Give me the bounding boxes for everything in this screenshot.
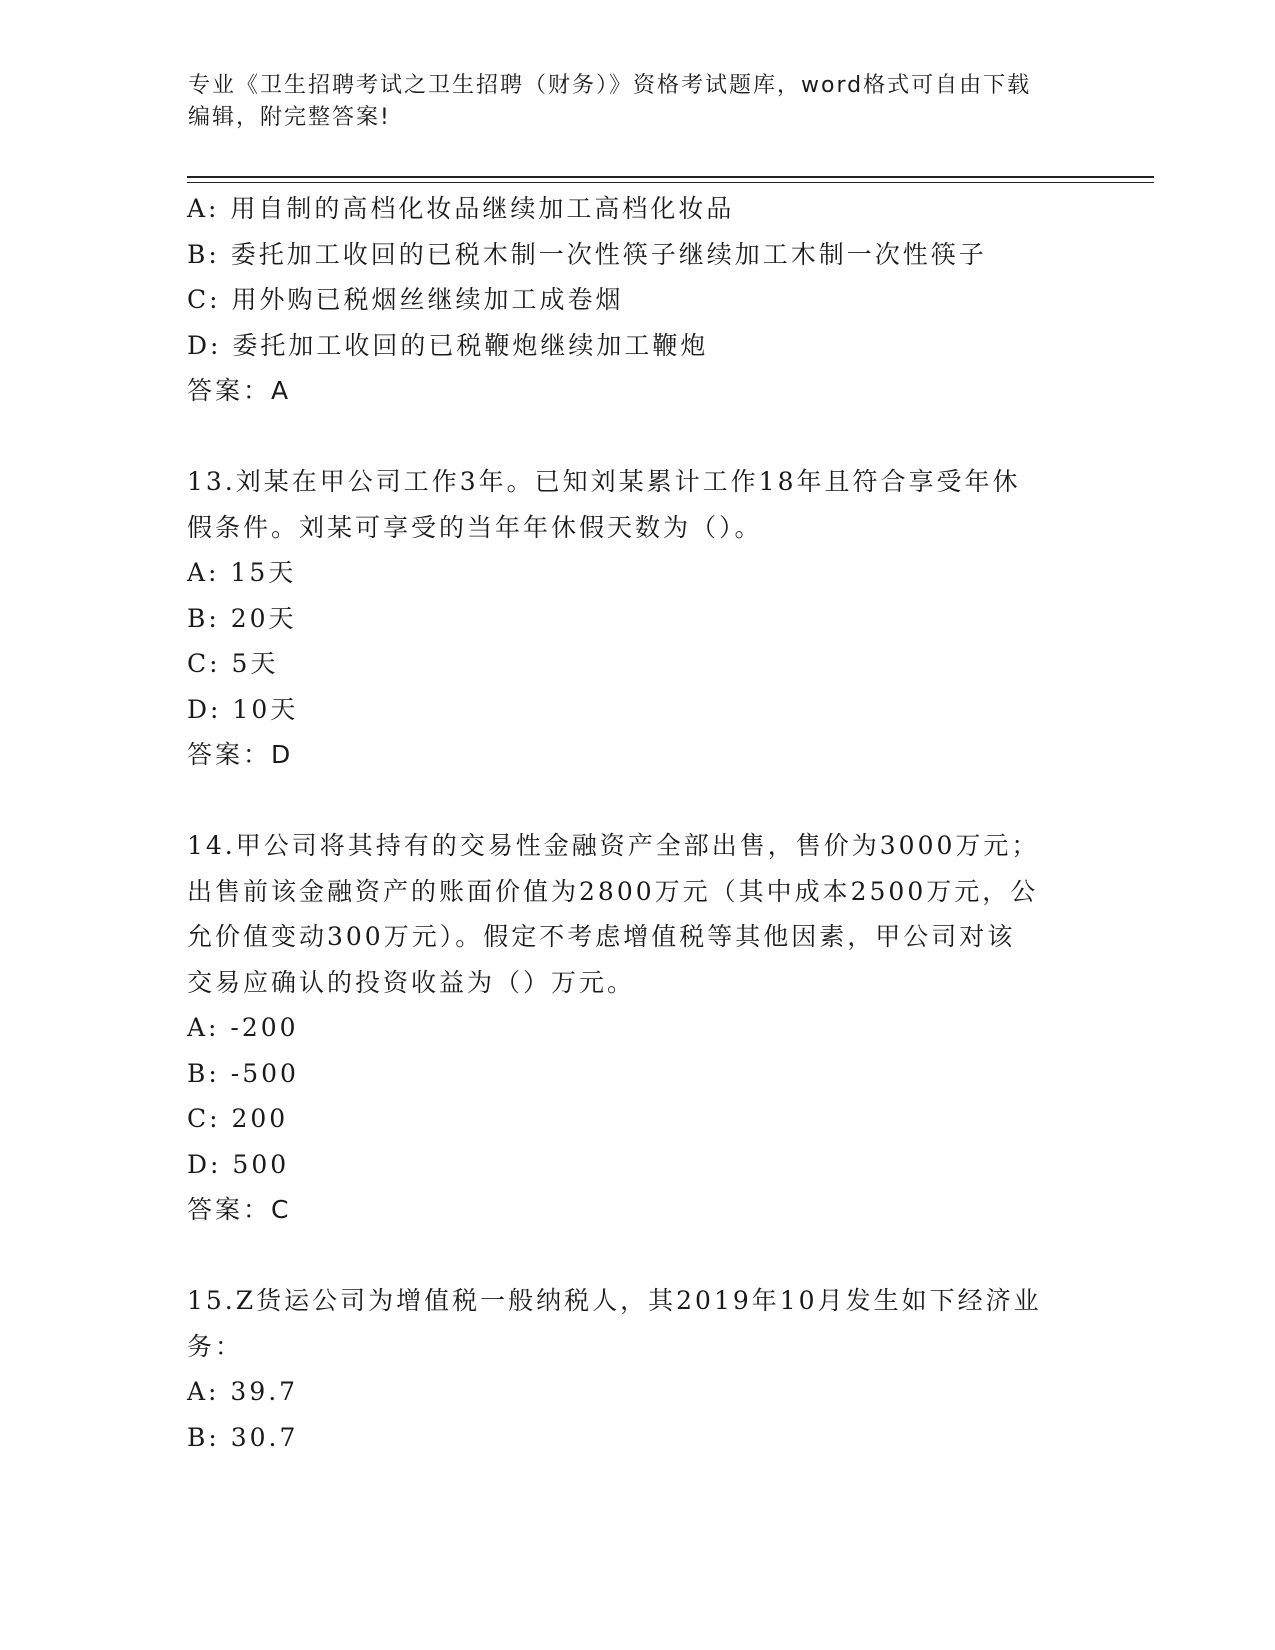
option-a: A: 39.7 — [187, 1377, 299, 1406]
question-stem-line: 15.Z货运公司为增值税一般纳税人，其2019年10月发生如下经济业 — [187, 1286, 1042, 1315]
option-a: A: 用自制的高档化妆品继续加工高档化妆品 — [187, 194, 735, 223]
option-d: D: 500 — [187, 1149, 290, 1179]
answer: 答案：A — [187, 376, 292, 405]
option-b: B: 30.7 — [187, 1422, 299, 1452]
option-b: B: 委托加工收回的已税木制一次性筷子继续加工木制一次性筷子 — [187, 239, 987, 269]
question-stem-line: 交易应确认的投资收益为（）万元。 — [187, 967, 636, 997]
header-line-1: 专业《卫生招聘考试之卫生招聘（财务）》资格考试题库，word格式可自由下载 — [188, 73, 1032, 98]
question-stem-line: 出售前该金融资产的账面价值为2800万元（其中成本2500万元，公 — [187, 876, 1039, 906]
question-15 — [187, 1278, 1087, 1460]
header-divider-thick — [187, 176, 1154, 178]
header-divider-thin — [187, 182, 1154, 183]
question-13 — [187, 459, 1087, 778]
option-a: A: -200 — [187, 1013, 299, 1042]
question-stem-line: 允价值变动300万元）。假定不考虑增值税等其他因素，甲公司对该 — [187, 922, 1016, 951]
option-d: D: 委托加工收回的已税鞭炮继续加工鞭炮 — [187, 330, 709, 360]
question-stem-line: 假条件。刘某可享受的当年年休假天数为（）。 — [187, 512, 763, 542]
question-content — [187, 186, 1087, 1460]
option-c: C: 5天 — [187, 649, 279, 678]
question-14 — [187, 823, 1087, 1233]
option-a: A: 15天 — [187, 558, 297, 587]
spacer — [187, 414, 1087, 460]
question-stem-line: 14.甲公司将其持有的交易性金融资产全部出售，售价为3000万元； — [187, 831, 1040, 860]
document-header — [188, 70, 1088, 134]
question-stem-line: 13.刘某在甲公司工作3年。已知刘某累计工作18年且符合享受年休 — [187, 467, 1021, 496]
option-b: B: -500 — [187, 1058, 299, 1088]
option-c: C: 用外购已税烟丝继续加工成卷烟 — [187, 285, 624, 314]
question-12 — [187, 186, 1087, 414]
question-stem-line: 务： — [187, 1331, 244, 1361]
spacer — [187, 1233, 1087, 1279]
answer: 答案：C — [187, 1195, 292, 1224]
answer: 答案：D — [187, 740, 294, 769]
spacer — [187, 778, 1087, 824]
header-line-2: 编辑，附完整答案! — [188, 105, 391, 130]
option-c: C: 200 — [187, 1104, 289, 1133]
option-d: D: 10天 — [187, 694, 299, 724]
option-b: B: 20天 — [187, 603, 297, 633]
